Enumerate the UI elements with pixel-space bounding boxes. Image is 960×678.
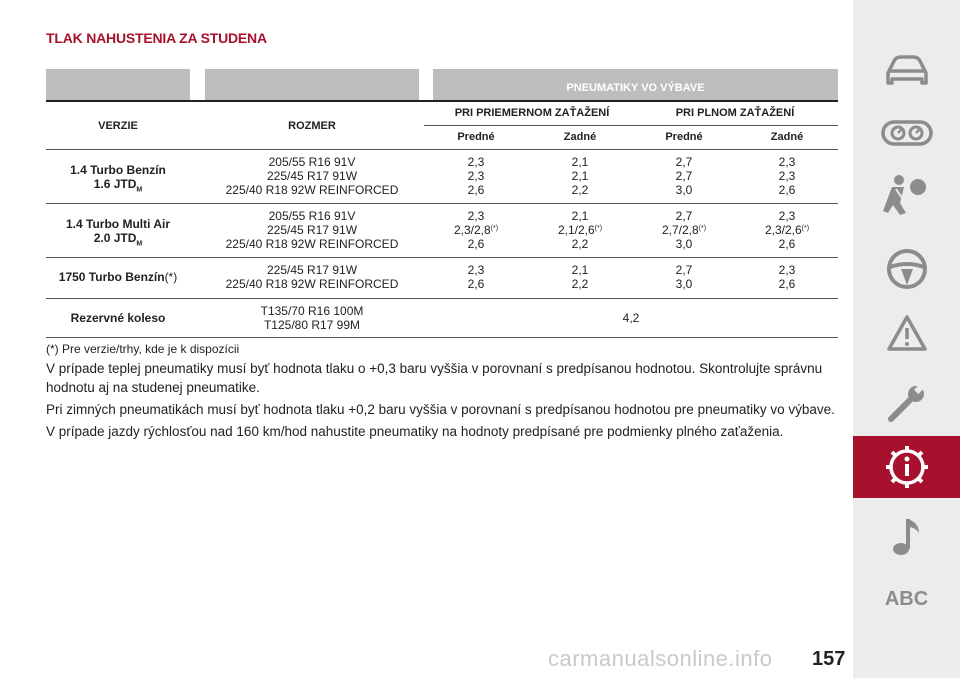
footnote-marker: (*) bbox=[801, 225, 810, 232]
pressure-value: 2,7 bbox=[675, 169, 693, 183]
seatbelt-airbag-icon bbox=[882, 173, 932, 217]
size-value: 225/45 R17 91W bbox=[266, 263, 358, 277]
pressure-value: 2,1 bbox=[571, 263, 589, 277]
pressure-value: 3,0 bbox=[675, 183, 693, 197]
version-line-1: 1750 Turbo Benzín bbox=[58, 270, 165, 284]
version-subscript: M bbox=[136, 240, 143, 248]
col-header-mid-load: PRI PRIEMERNOM ZAŤAŽENÍ bbox=[454, 107, 610, 119]
sidebar-item-steering[interactable] bbox=[853, 238, 960, 300]
pressure-value: 2,3 bbox=[778, 155, 796, 169]
footnote-marker: (*) bbox=[594, 225, 603, 232]
row-divider bbox=[46, 298, 838, 299]
spare-pressure-value: 4,2 bbox=[622, 311, 640, 325]
pressure-value: 2,6 bbox=[467, 237, 485, 251]
pressure-value: 2,6 bbox=[467, 277, 485, 291]
version-line-2: 2.0 JTD bbox=[93, 231, 137, 245]
pressure-value: 2,3 bbox=[467, 155, 485, 169]
pressure-value bbox=[424, 223, 528, 237]
mid-rear-values bbox=[528, 209, 632, 251]
paragraph: Pri zimných pneumatikách musí byť hodnota tlaku +0,2 baru vyššia v porovnaní s predpísanou hodnotou pre pneumatiky vo výbave. bbox=[46, 402, 835, 417]
watermark: carmanualsonline.info bbox=[548, 646, 773, 671]
pressure-value: 2,6 bbox=[778, 183, 796, 197]
pressure-value: 2,6 bbox=[778, 277, 796, 291]
pressure-value bbox=[528, 223, 632, 237]
header-bar-version bbox=[46, 69, 190, 101]
table-bottom-divider bbox=[46, 337, 838, 338]
table-row-version bbox=[46, 311, 190, 325]
mid-front-values bbox=[424, 263, 528, 291]
size-value: T135/70 R16 100M bbox=[260, 304, 364, 318]
footnote-marker: (*) bbox=[698, 225, 707, 232]
size-value: 225/45 R17 91W bbox=[266, 169, 358, 183]
footnote: (*) Pre verzie/trhy, kde je k dispozícii bbox=[46, 342, 240, 356]
paragraph: V prípade jazdy rýchlosťou nad 160 km/hod nahustite pneumatiky na hodnoty predpísané pre podmienky plného zaťaženia. bbox=[46, 424, 784, 439]
pressure-value bbox=[736, 223, 838, 237]
pressure-value bbox=[632, 223, 736, 237]
size-value: 205/55 R16 91V bbox=[268, 209, 356, 223]
header-divider bbox=[46, 100, 838, 102]
version-subscript: M bbox=[136, 186, 143, 194]
pressure-value: 2,2 bbox=[571, 237, 589, 251]
col-header-full-load: PRI PLNOM ZAŤAŽENÍ bbox=[675, 107, 795, 119]
pressure-value: 2,3 bbox=[778, 263, 796, 277]
paragraph: V prípade teplej pneumatiky musí byť hodnota tlaku o +0,3 baru vyššia v porovnaní s predpísanou hodnotou. Skontrolujte správnu hodnotu aj na studenej pneumatike. bbox=[46, 361, 823, 395]
sidebar-item-warnings[interactable] bbox=[853, 302, 960, 364]
technical-data-icon bbox=[884, 444, 930, 490]
full-front-values bbox=[632, 155, 736, 197]
page-title: TLAK NAHUSTENIA ZA STUDENA bbox=[46, 30, 267, 46]
full-front-values bbox=[632, 209, 736, 251]
size-value: 225/40 R18 92W REINFORCED bbox=[225, 183, 399, 197]
table-row-sizes bbox=[205, 304, 419, 332]
pressure-value: 2,3 bbox=[467, 209, 485, 223]
version-line-2: 1.6 JTD bbox=[93, 177, 137, 191]
music-note-icon bbox=[889, 515, 925, 559]
sidebar-item-multimedia[interactable] bbox=[853, 506, 960, 568]
pressure-value: 3,0 bbox=[675, 237, 693, 251]
pressure-value: 2,3 bbox=[778, 169, 796, 183]
sidebar-item-technical-data[interactable] bbox=[853, 436, 960, 498]
pressure-text: 2,1/2,6 bbox=[557, 223, 595, 237]
table-row-sizes bbox=[205, 209, 419, 251]
pressure-value: 2,7 bbox=[675, 209, 693, 223]
sidebar-item-maintenance[interactable] bbox=[853, 372, 960, 434]
full-front-values bbox=[632, 263, 736, 291]
wrench-icon bbox=[885, 381, 929, 425]
size-value: T125/80 R17 99M bbox=[263, 318, 361, 332]
pressure-value: 2,3 bbox=[467, 263, 485, 277]
sidebar-item-dashboard[interactable] bbox=[853, 102, 960, 164]
footnote-marker: (*) bbox=[164, 270, 178, 284]
pressure-text: 2,7/2,8 bbox=[661, 223, 699, 237]
pressure-value: 2,1 bbox=[571, 155, 589, 169]
size-value: 225/40 R18 92W REINFORCED bbox=[225, 277, 399, 291]
table-row-version bbox=[46, 270, 190, 284]
full-rear-values bbox=[736, 155, 838, 197]
abc-index-icon: ABC bbox=[884, 587, 929, 610]
pressure-value: 2,7 bbox=[675, 263, 693, 277]
table-row-version bbox=[46, 163, 190, 197]
size-value: 225/40 R18 92W REINFORCED bbox=[225, 237, 399, 251]
pressure-value: 2,1 bbox=[571, 169, 589, 183]
subheader-divider bbox=[424, 125, 838, 126]
pressure-value: 2,2 bbox=[571, 277, 589, 291]
version-line-1: 1.4 Turbo Multi Air bbox=[66, 217, 170, 231]
col-header-size: ROZMER bbox=[288, 120, 336, 132]
mid-front-values bbox=[424, 155, 528, 197]
row-divider bbox=[46, 149, 838, 150]
full-rear-values bbox=[736, 209, 838, 251]
col-header-mid-front: Predné bbox=[457, 131, 495, 143]
steering-wheel-icon bbox=[885, 247, 929, 291]
car-icon bbox=[882, 53, 932, 89]
row-divider bbox=[46, 203, 838, 204]
table-row-sizes bbox=[205, 263, 419, 291]
col-header-version: VERZIE bbox=[98, 120, 138, 132]
full-rear-values bbox=[736, 263, 838, 291]
sidebar-item-car[interactable] bbox=[853, 40, 960, 102]
col-header-full-rear: Zadné bbox=[770, 131, 804, 143]
table-row-version bbox=[46, 217, 190, 251]
pressure-value: 2,3 bbox=[467, 169, 485, 183]
mid-front-values bbox=[424, 209, 528, 251]
table-row-sizes bbox=[205, 155, 419, 197]
header-bar-size bbox=[205, 69, 419, 101]
pressure-value: 2,7 bbox=[675, 155, 693, 169]
warning-triangle-icon bbox=[885, 313, 929, 353]
row-divider bbox=[46, 257, 838, 258]
size-value: 225/45 R17 91W bbox=[266, 223, 358, 237]
dashboard-icon bbox=[881, 118, 933, 148]
pressure-text: 2,3/2,8 bbox=[453, 223, 491, 237]
size-value: 205/55 R16 91V bbox=[268, 155, 356, 169]
mid-rear-values bbox=[528, 155, 632, 197]
mid-rear-values bbox=[528, 263, 632, 291]
page-number: 157 bbox=[812, 648, 846, 670]
pressure-value: 2,2 bbox=[571, 183, 589, 197]
pressure-value: 2,6 bbox=[467, 183, 485, 197]
footnote-marker: (*) bbox=[490, 225, 499, 232]
pressure-text: 2,3/2,6 bbox=[764, 223, 802, 237]
sidebar-item-safety[interactable] bbox=[853, 164, 960, 226]
version-line-1: 1.4 Turbo Benzín bbox=[70, 163, 166, 177]
sidebar-item-index[interactable] bbox=[853, 568, 960, 630]
pressure-value: 3,0 bbox=[675, 277, 693, 291]
col-header-mid-rear: Zadné bbox=[563, 131, 597, 143]
pressure-value: 2,3 bbox=[778, 209, 796, 223]
pressure-value: 2,6 bbox=[778, 237, 796, 251]
pressure-value: 2,1 bbox=[571, 209, 589, 223]
col-header-full-front: Predné bbox=[665, 131, 703, 143]
version-line-1: Rezervné koleso bbox=[70, 311, 166, 325]
group-header: PNEUMATIKY VO VÝBAVE bbox=[566, 82, 705, 94]
